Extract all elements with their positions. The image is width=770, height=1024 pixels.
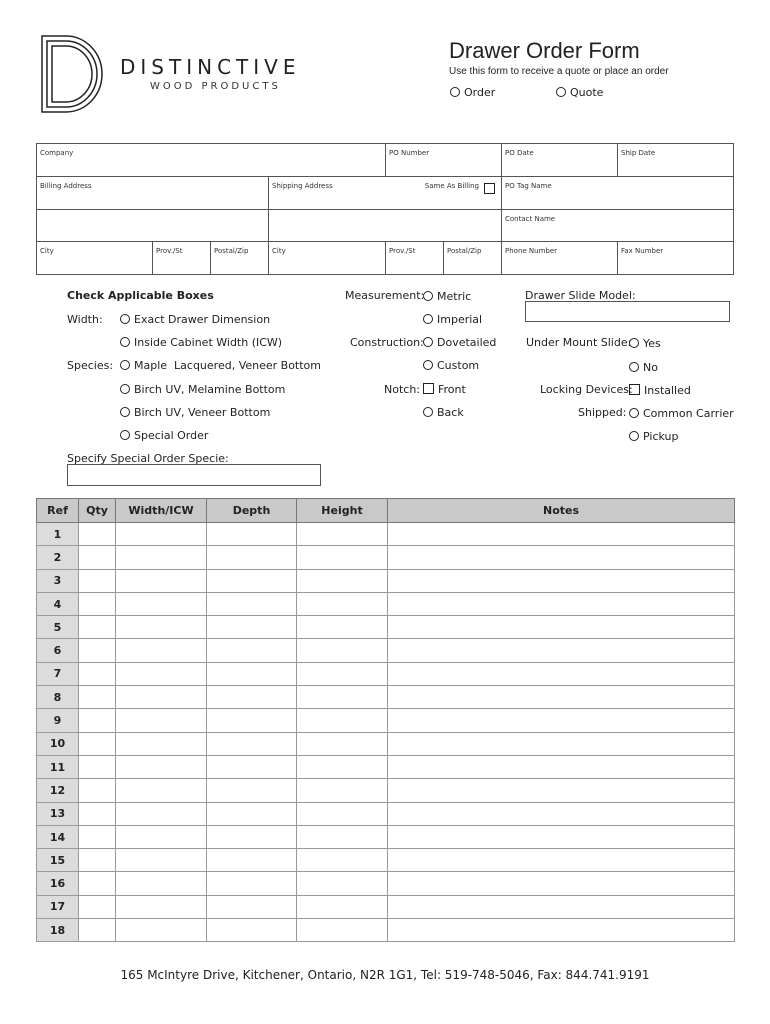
- table-row: [37, 732, 735, 755]
- species-maple-radio[interactable]: [120, 359, 321, 372]
- row-ref: 14: [37, 825, 79, 848]
- species-birch-veneer-radio[interactable]: [120, 406, 270, 419]
- table-row: [37, 755, 735, 778]
- form-title: Drawer Order Form: [449, 38, 640, 63]
- check-boxes-heading: Check Applicable Boxes: [67, 289, 214, 302]
- notes-cell[interactable]: [388, 755, 735, 778]
- table-row: [37, 662, 735, 685]
- notch-label: Notch:: [384, 383, 420, 396]
- billing-prov-field[interactable]: [153, 242, 211, 274]
- depth-cell[interactable]: [207, 825, 297, 848]
- qty-cell[interactable]: [79, 523, 116, 546]
- ship-date-label: Ship Date: [621, 149, 656, 157]
- width-cell[interactable]: [116, 662, 207, 685]
- radio-icon[interactable]: [423, 337, 433, 347]
- notch-back-label: Back: [437, 406, 464, 419]
- dovetailed-label: Dovetailed: [437, 336, 497, 349]
- width-icw-radio[interactable]: [120, 336, 282, 349]
- notes-cell[interactable]: [388, 802, 735, 825]
- height-cell[interactable]: [297, 802, 388, 825]
- radio-icon[interactable]: [120, 337, 130, 347]
- row-ref: 10: [37, 732, 79, 755]
- depth-cell[interactable]: [207, 523, 297, 546]
- table-row: [37, 639, 735, 662]
- width-cell[interactable]: [116, 709, 207, 732]
- row-ref: 1: [37, 523, 79, 546]
- order-radio[interactable]: [450, 86, 495, 99]
- width-cell[interactable]: [116, 523, 207, 546]
- radio-icon[interactable]: [423, 360, 433, 370]
- header-fields-grid: [36, 143, 734, 275]
- custom-label: Custom: [437, 359, 480, 372]
- qty-cell[interactable]: [79, 569, 116, 592]
- shipping-prov-label: Prov./St: [389, 247, 416, 255]
- row-ref: 8: [37, 686, 79, 709]
- qty-cell[interactable]: [79, 872, 116, 895]
- shipping-city-label: City: [272, 247, 286, 255]
- width-cell[interactable]: [116, 779, 207, 802]
- po-date-field[interactable]: [502, 144, 618, 177]
- row-ref: 18: [37, 919, 79, 942]
- qty-cell[interactable]: [79, 686, 116, 709]
- billing-prov-label: Prov./St: [156, 247, 183, 255]
- table-row: [37, 779, 735, 802]
- width-cell[interactable]: [116, 686, 207, 709]
- width-cell[interactable]: [116, 592, 207, 615]
- yes-label: Yes: [643, 337, 661, 350]
- slide-model-input[interactable]: [525, 301, 730, 322]
- same-as-billing-checkbox[interactable]: [484, 183, 495, 194]
- order-items-table: [36, 498, 735, 942]
- depth-cell[interactable]: [207, 849, 297, 872]
- ship-date-field[interactable]: [618, 144, 734, 177]
- po-tag-name-field[interactable]: [502, 177, 734, 210]
- height-cell[interactable]: [297, 592, 388, 615]
- row-ref: 12: [37, 779, 79, 802]
- depth-cell[interactable]: [207, 639, 297, 662]
- depth-cell[interactable]: [207, 872, 297, 895]
- qty-cell[interactable]: [79, 662, 116, 685]
- notes-cell[interactable]: [388, 616, 735, 639]
- radio-icon[interactable]: [629, 338, 639, 348]
- depth-cell[interactable]: [207, 919, 297, 942]
- dovetailed-radio[interactable]: [423, 336, 496, 349]
- under-mount-yes-radio[interactable]: [629, 337, 661, 350]
- width-cell[interactable]: [116, 546, 207, 569]
- width-cell[interactable]: [116, 755, 207, 778]
- width-label: Width:: [67, 313, 103, 326]
- specify-specie-input[interactable]: [67, 464, 321, 486]
- notes-cell[interactable]: [388, 546, 735, 569]
- depth-cell[interactable]: [207, 686, 297, 709]
- qty-cell[interactable]: [79, 616, 116, 639]
- qty-cell[interactable]: [79, 639, 116, 662]
- qty-cell[interactable]: [79, 709, 116, 732]
- construction-label: Construction:: [350, 336, 424, 349]
- qty-cell[interactable]: [79, 919, 116, 942]
- phone-number-field[interactable]: [502, 242, 618, 274]
- qty-cell[interactable]: [79, 849, 116, 872]
- row-ref: 13: [37, 802, 79, 825]
- radio-icon[interactable]: [120, 430, 130, 440]
- brand-name: DISTINCTIVE: [120, 55, 301, 79]
- shipped-carrier-radio[interactable]: [629, 407, 734, 420]
- brand-subtitle: WOOD PRODUCTS: [150, 81, 281, 92]
- shipping-address-field[interactable]: [269, 177, 502, 210]
- table-row: [37, 569, 735, 592]
- species-birch-melamine-radio[interactable]: [120, 383, 285, 396]
- width-cell[interactable]: [116, 616, 207, 639]
- height-cell[interactable]: [297, 709, 388, 732]
- qty-cell[interactable]: [79, 895, 116, 918]
- height-cell[interactable]: [297, 919, 388, 942]
- po-tag-name-label: PO Tag Name: [505, 182, 552, 190]
- radio-icon[interactable]: [423, 407, 433, 417]
- checkbox-icon[interactable]: [629, 384, 640, 395]
- installed-label: Installed: [644, 384, 691, 397]
- header-height: Height: [297, 499, 388, 523]
- height-cell[interactable]: [297, 639, 388, 662]
- custom-radio[interactable]: [423, 359, 479, 372]
- height-cell[interactable]: [297, 779, 388, 802]
- width-exact-label: Exact Drawer Dimension: [134, 313, 271, 326]
- billing-address-field[interactable]: [37, 177, 269, 210]
- footer-address: 165 McIntyre Drive, Kitchener, Ontario, N2R 1G1, Tel: 519-748-5046, Fax: 844.741.9191: [120, 968, 650, 982]
- header-width: Width/ICW: [116, 499, 207, 523]
- notes-cell[interactable]: [388, 639, 735, 662]
- notes-cell[interactable]: [388, 779, 735, 802]
- notes-cell[interactable]: [388, 732, 735, 755]
- under-mount-no-radio[interactable]: [629, 361, 658, 374]
- radio-icon[interactable]: [120, 314, 130, 324]
- table-row: [37, 616, 735, 639]
- height-cell[interactable]: [297, 569, 388, 592]
- row-ref: 17: [37, 895, 79, 918]
- depth-cell[interactable]: [207, 895, 297, 918]
- table-row: [37, 872, 735, 895]
- shipping-postal-label: Postal/Zip: [447, 247, 482, 255]
- qty-cell[interactable]: [79, 592, 116, 615]
- fax-number-label: Fax Number: [621, 247, 664, 255]
- notch-front-label: Front: [438, 383, 466, 396]
- radio-icon[interactable]: [556, 87, 566, 97]
- depth-cell[interactable]: [207, 802, 297, 825]
- po-number-label: PO Number: [389, 149, 430, 157]
- row-ref: 2: [37, 546, 79, 569]
- table-row: [37, 592, 735, 615]
- slide-model-label: Drawer Slide Model:: [525, 289, 636, 302]
- notes-cell[interactable]: [388, 569, 735, 592]
- radio-icon[interactable]: [120, 407, 130, 417]
- pickup-label: Pickup: [643, 430, 679, 443]
- notes-cell[interactable]: [388, 592, 735, 615]
- qty-cell[interactable]: [79, 802, 116, 825]
- row-ref: 4: [37, 592, 79, 615]
- height-cell[interactable]: [297, 849, 388, 872]
- shipping-address-line2[interactable]: [269, 210, 502, 242]
- width-cell[interactable]: [116, 919, 207, 942]
- width-cell[interactable]: [116, 802, 207, 825]
- shipping-prov-field[interactable]: [386, 242, 444, 274]
- metric-label: Metric: [437, 290, 472, 303]
- specify-specie-label: Specify Special Order Specie:: [67, 452, 229, 465]
- depth-cell[interactable]: [207, 569, 297, 592]
- depth-cell[interactable]: [207, 546, 297, 569]
- width-cell[interactable]: [116, 569, 207, 592]
- company-field[interactable]: [37, 144, 386, 177]
- width-cell[interactable]: [116, 639, 207, 662]
- species-label: Species:: [67, 359, 114, 372]
- row-ref: 16: [37, 872, 79, 895]
- depth-cell[interactable]: [207, 592, 297, 615]
- row-ref: 5: [37, 616, 79, 639]
- species-birch-melamine-label: Birch UV, Melamine Bottom: [134, 383, 286, 396]
- radio-icon[interactable]: [423, 291, 433, 301]
- phone-number-label: Phone Number: [505, 247, 558, 255]
- no-label: No: [643, 361, 658, 374]
- row-ref: 7: [37, 662, 79, 685]
- qty-cell[interactable]: [79, 546, 116, 569]
- header-ref: Ref: [37, 499, 79, 523]
- notes-cell[interactable]: [388, 872, 735, 895]
- notes-cell[interactable]: [388, 825, 735, 848]
- table-row: [37, 523, 735, 546]
- shipping-address-label: Shipping Address: [272, 182, 333, 190]
- under-mount-label: Under Mount Slide:: [526, 336, 632, 349]
- shipping-postal-field[interactable]: [444, 242, 502, 274]
- species-maple-label: Maple Lacquered, Veneer Bottom: [134, 359, 322, 372]
- billing-postal-field[interactable]: [211, 242, 269, 274]
- table-row: [37, 686, 735, 709]
- width-cell[interactable]: [116, 895, 207, 918]
- depth-cell[interactable]: [207, 616, 297, 639]
- radio-icon[interactable]: [423, 314, 433, 324]
- company-label: Company: [40, 149, 74, 157]
- species-special-radio[interactable]: [120, 429, 208, 442]
- distinctive-logo-icon: [40, 34, 106, 114]
- notch-front-checkbox[interactable]: [423, 383, 466, 396]
- po-date-label: PO Date: [505, 149, 534, 157]
- header-qty: Qty: [79, 499, 116, 523]
- notes-cell[interactable]: [388, 849, 735, 872]
- table-row: [37, 709, 735, 732]
- shipping-city-field[interactable]: [269, 242, 386, 274]
- row-ref: 15: [37, 849, 79, 872]
- form-subtitle: Use this form to receive a quote or place an order: [449, 66, 669, 77]
- imperial-radio[interactable]: [423, 313, 482, 326]
- table-row: [37, 546, 735, 569]
- height-cell[interactable]: [297, 523, 388, 546]
- billing-address-line2[interactable]: [37, 210, 269, 242]
- width-cell[interactable]: [116, 872, 207, 895]
- billing-address-label: Billing Address: [40, 182, 92, 190]
- species-special-label: Special Order: [134, 429, 209, 442]
- height-cell[interactable]: [297, 546, 388, 569]
- qty-cell[interactable]: [79, 732, 116, 755]
- notes-cell[interactable]: [388, 686, 735, 709]
- radio-icon[interactable]: [120, 384, 130, 394]
- height-cell[interactable]: [297, 616, 388, 639]
- row-ref: 11: [37, 755, 79, 778]
- shipped-label: Shipped:: [578, 406, 627, 419]
- measurement-label: Measurement:: [345, 289, 425, 302]
- notes-cell[interactable]: [388, 662, 735, 685]
- table-header-row: [37, 499, 735, 523]
- height-cell[interactable]: [297, 755, 388, 778]
- checkbox-icon[interactable]: [423, 383, 434, 394]
- depth-cell[interactable]: [207, 662, 297, 685]
- depth-cell[interactable]: [207, 755, 297, 778]
- radio-icon[interactable]: [450, 87, 460, 97]
- header-notes: Notes: [388, 499, 735, 523]
- notes-cell[interactable]: [388, 919, 735, 942]
- common-carrier-label: Common Carrier: [643, 407, 734, 420]
- height-cell[interactable]: [297, 686, 388, 709]
- radio-icon[interactable]: [120, 360, 130, 370]
- locking-devices-label: Locking Devices:: [540, 383, 633, 396]
- locking-installed-checkbox[interactable]: [629, 384, 691, 397]
- quote-radio[interactable]: [556, 86, 603, 99]
- fax-number-field[interactable]: [618, 242, 734, 274]
- width-exact-radio[interactable]: [120, 313, 270, 326]
- height-cell[interactable]: [297, 825, 388, 848]
- table-row: [37, 895, 735, 918]
- qty-cell[interactable]: [79, 825, 116, 848]
- depth-cell[interactable]: [207, 779, 297, 802]
- radio-icon[interactable]: [629, 408, 639, 418]
- po-number-field[interactable]: [386, 144, 502, 177]
- depth-cell[interactable]: [207, 709, 297, 732]
- header-depth: Depth: [207, 499, 297, 523]
- billing-city-label: City: [40, 247, 54, 255]
- depth-cell[interactable]: [207, 732, 297, 755]
- notes-cell[interactable]: [388, 523, 735, 546]
- imperial-label: Imperial: [437, 313, 483, 326]
- notes-cell[interactable]: [388, 709, 735, 732]
- species-birch-veneer-label: Birch UV, Veneer Bottom: [134, 406, 271, 419]
- billing-city-field[interactable]: [37, 242, 153, 274]
- row-ref: 9: [37, 709, 79, 732]
- height-cell[interactable]: [297, 732, 388, 755]
- row-ref: 6: [37, 639, 79, 662]
- height-cell[interactable]: [297, 662, 388, 685]
- same-as-billing-label: Same As Billing: [424, 182, 479, 190]
- notch-back-radio[interactable]: [423, 406, 464, 419]
- shipped-pickup-radio[interactable]: [629, 430, 678, 443]
- width-cell[interactable]: [116, 825, 207, 848]
- radio-icon[interactable]: [629, 362, 639, 372]
- qty-cell[interactable]: [79, 755, 116, 778]
- width-cell[interactable]: [116, 732, 207, 755]
- width-cell[interactable]: [116, 849, 207, 872]
- metric-radio[interactable]: [423, 290, 471, 303]
- quote-label: Quote: [570, 86, 604, 99]
- radio-icon[interactable]: [629, 431, 639, 441]
- contact-name-field[interactable]: [502, 210, 734, 242]
- width-icw-label: Inside Cabinet Width (ICW): [134, 336, 283, 349]
- notes-cell[interactable]: [388, 895, 735, 918]
- contact-name-label: Contact Name: [505, 215, 556, 223]
- table-row: [37, 825, 735, 848]
- table-row: [37, 919, 735, 942]
- row-ref: 3: [37, 569, 79, 592]
- table-row: [37, 849, 735, 872]
- height-cell[interactable]: [297, 895, 388, 918]
- qty-cell[interactable]: [79, 779, 116, 802]
- order-label: Order: [464, 86, 496, 99]
- height-cell[interactable]: [297, 872, 388, 895]
- table-row: [37, 802, 735, 825]
- billing-postal-label: Postal/Zip: [214, 247, 249, 255]
